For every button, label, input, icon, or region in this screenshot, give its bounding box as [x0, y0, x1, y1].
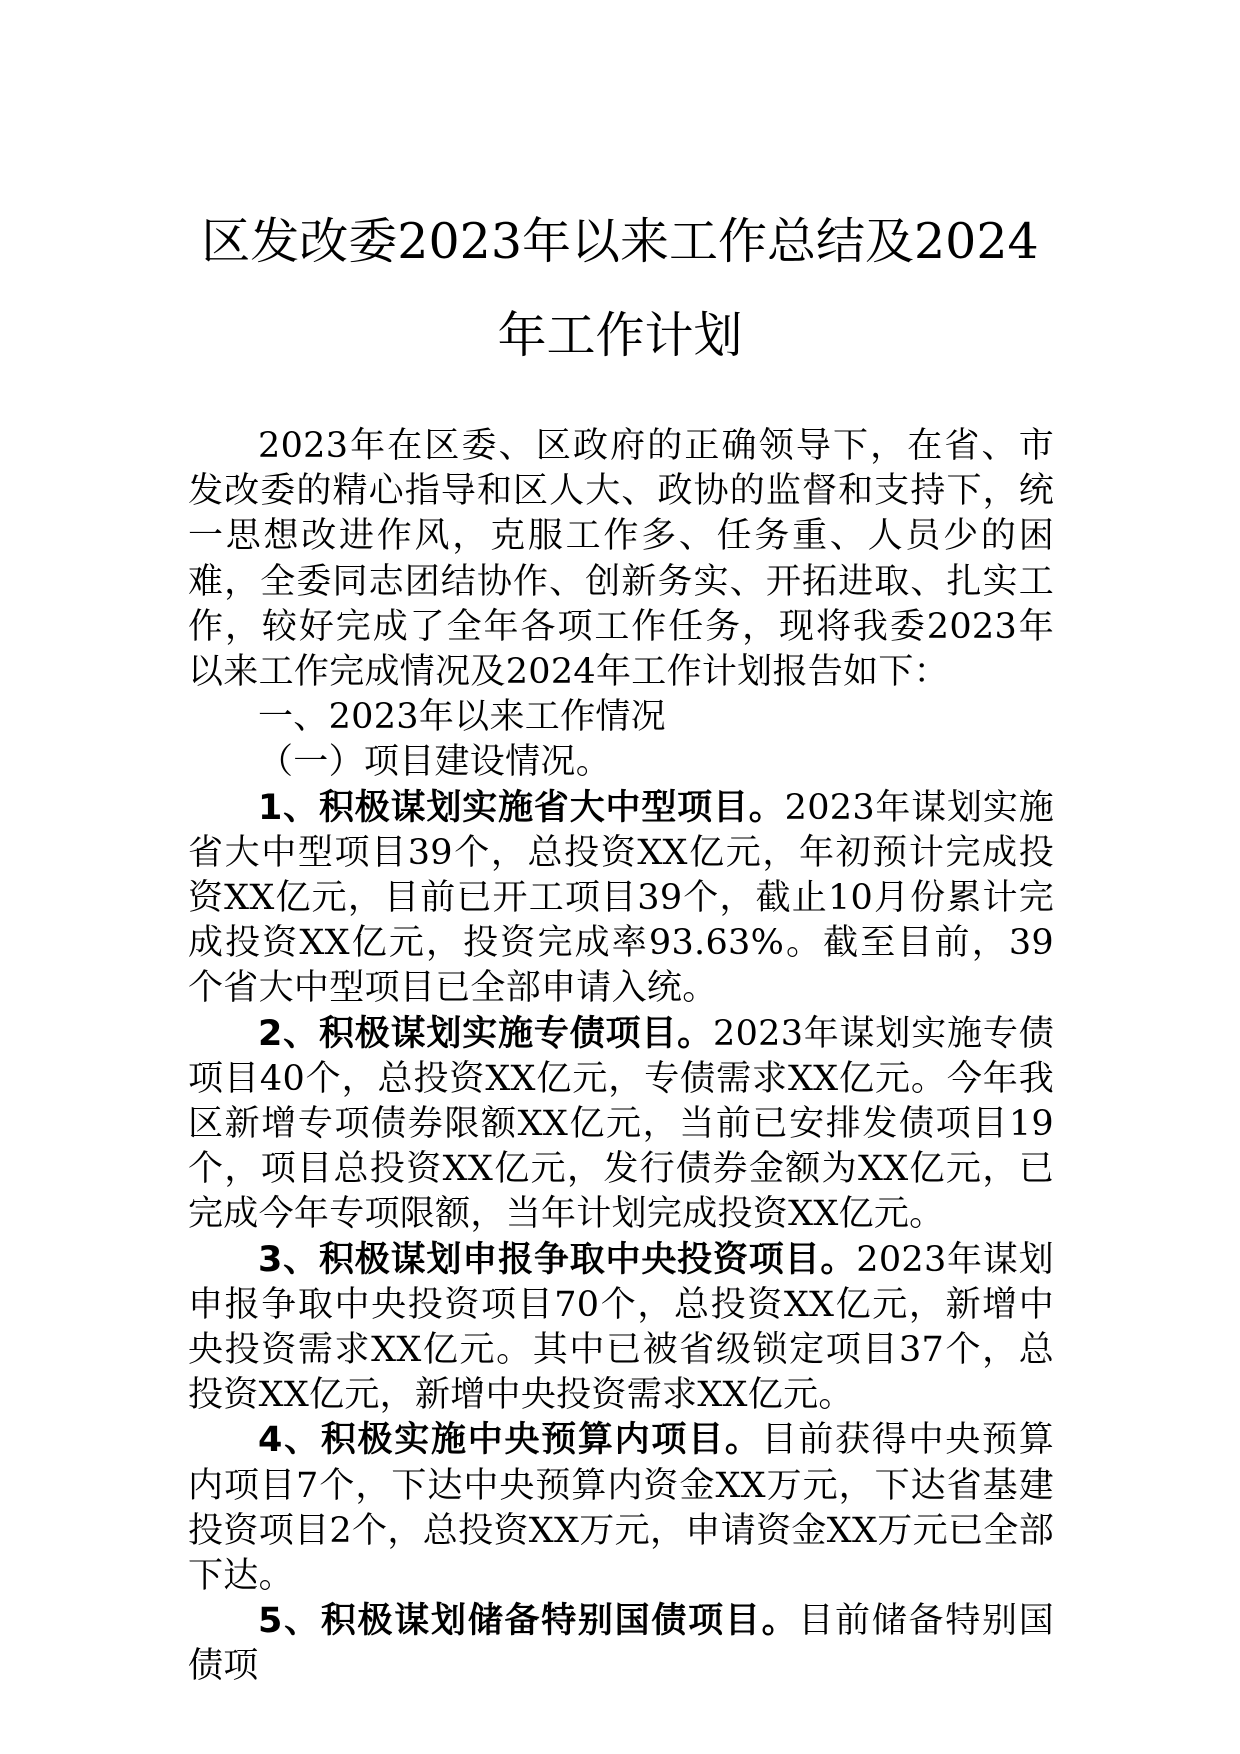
paragraph-text: 2023年在区委、区政府的正确领导下，在省、市发改委的精心指导和区人大、政协的监督和支持下，统一思想改进作风，克服工作多、任务重、人员少的困难，全委同志团结协作、创新务实、开拓进取、扎实工作，较好完成了全年各项工作任务，现将我委2023年以来工作完成情况及2024年工作计划报告如下：: [188, 426, 1054, 693]
document-title: 区发改委2023年以来工作总结及2024年工作计划: [201, 213, 1039, 364]
paragraph-item-3: [188, 1238, 1054, 1419]
paragraph-intro: [188, 424, 1054, 695]
paragraph-lead: 1、积极谋划实施省大中型项目。: [258, 787, 785, 828]
paragraph-text: 目前储备特别国债项: [188, 1601, 1054, 1687]
paragraph-text: 2023年谋划实施专债项目40个，总投资XX亿元，专债需求XX亿元。今年我区新增专项债券限额XX亿元，当前已安排发债项目19个，项目总投资XX亿元，发行债券金额为XX亿元，已完成今年专项限额，当年计划完成投资XX亿元。: [188, 1013, 1054, 1235]
section-heading: [188, 695, 1054, 740]
section-heading-text: 一、2023年以来工作情况: [258, 697, 666, 738]
paragraph-item-4: [188, 1418, 1054, 1599]
subsection-heading: [188, 740, 1054, 785]
paragraph-text: 2023年谋划实施省大中型项目39个，总投资XX亿元，年初预计完成投资XX亿元，目前已开工项目39个，截止10月份累计完成投资XX亿元，投资完成率93.63%。截至目前，39个省大中型项目已全部申请入统。: [188, 787, 1054, 1009]
paragraph-lead: 5、积极谋划储备特别国债项目。: [258, 1601, 799, 1642]
paragraph-text: 目前获得中央预算内项目7个，下达中央预算内资金XX万元，下达省基建投资项目2个，总投资XX万元，申请资金XX万元已全部下达。: [188, 1420, 1054, 1597]
paragraph-item-1: [188, 786, 1054, 1012]
paragraph-item-5: [188, 1599, 1054, 1689]
paragraph-lead: 2、积极谋划实施专债项目。: [258, 1013, 713, 1054]
paragraph-lead: 3、积极谋划申报争取中央投资项目。: [258, 1239, 857, 1280]
paragraph-text: 2023年谋划申报争取中央投资项目70个，总投资XX亿元，新增中央投资需求XX亿元。其中已被省级锁定项目37个，总投资XX亿元，新增中央投资需求XX亿元。: [188, 1239, 1054, 1416]
document-body: [188, 424, 1054, 1690]
paragraph-item-2: [188, 1012, 1054, 1238]
subsection-heading-text: （一）项目建设情况。: [258, 742, 612, 783]
paragraph-lead: 4、积极实施中央预算内项目。: [258, 1420, 762, 1461]
